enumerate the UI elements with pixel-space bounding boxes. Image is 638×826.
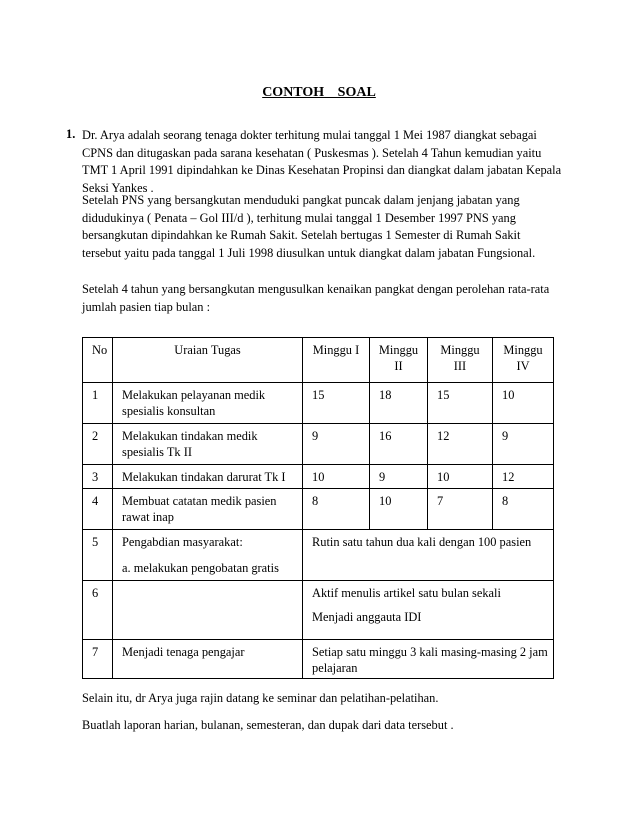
row-week-4: 9 <box>493 424 554 465</box>
row-no: 4 <box>83 489 113 530</box>
table-row <box>83 640 554 679</box>
row-week-1: 9 <box>303 424 370 465</box>
table-row <box>83 581 554 640</box>
row-week-3: 15 <box>428 383 493 424</box>
row-note-cell <box>303 581 554 640</box>
table-header-row <box>83 338 554 383</box>
row-week-4: 8 <box>493 489 554 530</box>
paragraph-3: Setelah 4 tahun yang bersangkutan mengusulkan kenaikan pangkat dengan perolehan rata-rata jumlah pasien tiap bulan : <box>82 282 550 314</box>
row-week-3: 12 <box>428 424 493 465</box>
paragraph-2: Setelah PNS yang bersangkutan menduduki pangkat puncak dalam jenjang jabatan yang didudukinya ( Penata – Gol III/d ), terhitung mulai tanggal 1 Desember 1997 PNS yang bersangkutan dipindahkan ke Rumah Sakit. Setelah bertugas 1 Semester di Rumah Sakit tersebut yaitu pada tanggal 1 Juli 1998 diusulkan untuk diangkat dalam jabatan Fungsional. <box>82 193 536 260</box>
row-no: 3 <box>83 465 113 489</box>
document-title: CONTOH SOAL <box>262 85 376 100</box>
row-week-2: 10 <box>370 489 428 530</box>
row-note: Rutin satu tahun dua kali dengan 100 pasien <box>303 530 554 581</box>
header-week-4: Minggu IV <box>493 338 554 383</box>
row-note-subitem: Menjadi anggauta IDI <box>312 610 422 624</box>
row-week-3: 7 <box>428 489 493 530</box>
header-no: No <box>83 338 113 383</box>
header-week-3: Minggu III <box>428 338 493 383</box>
row-no: 6 <box>83 581 113 640</box>
paragraph-1: Dr. Arya adalah seorang tenaga dokter terhitung mulai tanggal 1 Mei 1987 diangkat sebagai CPNS dan ditugaskan pada sarana kesehatan ( Puskesmas ). Setelah 4 Tahun kemudian yaitu TMT 1 April 1991 dipindahkan ke Dinas Kesehatan Propinsi dan diangkat dalam jabatan Kepala Seksi Yankes . <box>82 128 562 195</box>
row-week-3: 10 <box>428 465 493 489</box>
row-week-1: 15 <box>303 383 370 424</box>
row-no: 7 <box>83 640 113 679</box>
row-no: 2 <box>83 424 113 465</box>
row-no: 5 <box>83 530 113 581</box>
row-week-4: 10 <box>493 383 554 424</box>
row-task-cell <box>113 530 303 581</box>
row-note: Aktif menulis artikel satu bulan sekali <box>312 586 501 600</box>
table-row <box>83 424 554 465</box>
header-week-2: Minggu II <box>370 338 428 383</box>
table-row <box>83 383 554 424</box>
closing-paragraph-1: Selain itu, dr Arya juga rajin datang ke seminar dan pelatihan-pelatihan. <box>82 691 439 705</box>
row-week-1: 8 <box>303 489 370 530</box>
header-week-1: Minggu I <box>303 338 370 383</box>
table-row <box>83 465 554 489</box>
row-task: Pengabdian masyarakat: <box>122 535 243 549</box>
row-week-1: 10 <box>303 465 370 489</box>
closing-paragraph-2: Buatlah laporan harian, bulanan, semesteran, dan dupak dari data tersebut . <box>82 718 454 732</box>
row-task: Melakukan tindakan darurat Tk I <box>113 465 303 489</box>
header-task: Uraian Tugas <box>113 338 303 383</box>
row-note: Setiap satu minggu 3 kali masing-masing 2 jam pelajaran <box>303 640 554 679</box>
row-week-2: 16 <box>370 424 428 465</box>
row-no: 1 <box>83 383 113 424</box>
table-row <box>83 530 554 581</box>
row-task <box>113 581 303 640</box>
row-week-2: 9 <box>370 465 428 489</box>
row-week-2: 18 <box>370 383 428 424</box>
row-task: Membuat catatan medik pasien rawat inap <box>113 489 303 530</box>
row-task: Menjadi tenaga pengajar <box>113 640 303 679</box>
task-table <box>82 337 554 679</box>
row-task: Melakukan pelayanan medik spesialis konsultan <box>113 383 303 424</box>
row-week-4: 12 <box>493 465 554 489</box>
table-row <box>83 489 554 530</box>
question-number: 1. <box>66 127 76 141</box>
row-task-subitem: a. melakukan pengobatan gratis <box>122 561 279 575</box>
row-task: Melakukan tindakan medik spesialis Tk II <box>113 424 303 465</box>
